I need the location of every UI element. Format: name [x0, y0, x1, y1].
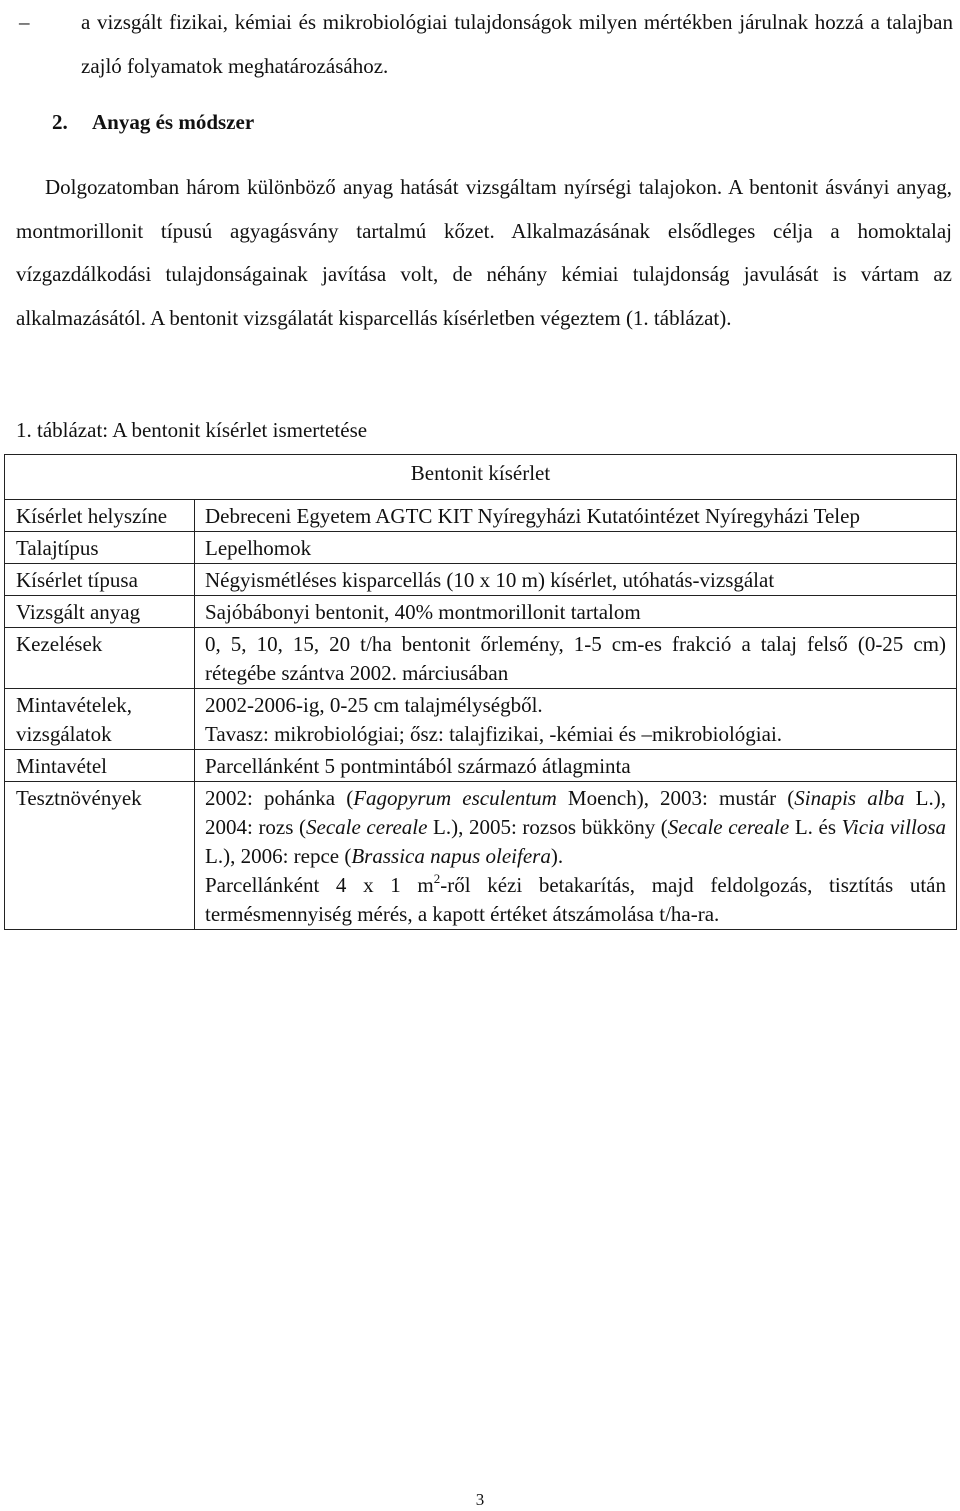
row-value-line: Tavasz: mikrobiológiai; ősz: talajfizikai, -kémiai és –mikrobiológiai. — [205, 722, 783, 746]
row-label: Talajtípus — [5, 532, 195, 564]
table-header: Bentonit kísérlet — [5, 455, 957, 500]
row-value: Sajóbábonyi bentonit, 40% montmorillonit tartalom — [195, 596, 957, 628]
table-row — [5, 500, 957, 532]
row-label: Kísérlet típusa — [5, 564, 195, 596]
bullet-dash: – — [19, 10, 30, 34]
table-row — [5, 628, 957, 689]
text-run: 2002: pohánka ( — [205, 786, 354, 810]
row-value: Négyismétléses kisparcellás (10 x 10 m) kísérlet, utóhatás-vizsgálat — [195, 564, 957, 596]
row-label: Mintavételek, vizsgálatok — [5, 689, 195, 750]
table-row — [5, 532, 957, 564]
text-run: -ről kézi betakarítás, majd feldolgozás, tisztítás után termésmennyiség mérés, a kapott értéket átszámolása t/ha-ra. — [205, 873, 946, 926]
text-run: Parcellánként 4 x 1 m — [205, 873, 434, 897]
section-heading — [52, 102, 254, 142]
species-name: Sinapis alba — [794, 786, 905, 810]
table-row — [5, 564, 957, 596]
table-header-row — [5, 455, 957, 500]
section-number: 2. — [52, 110, 68, 134]
species-name: Secale cereale — [306, 815, 428, 839]
row-label: Tesztnövények — [5, 782, 195, 930]
row-value — [195, 689, 957, 750]
species-name: Fagopyrum esculentum — [353, 786, 557, 810]
bullet-text: a vizsgált fizikai, kémiai és mikrobiológiai tulajdonságok milyen mértékben járulnak hozzá a talajban zajló folyamatok meghatározásához. — [81, 10, 953, 78]
row-value — [195, 782, 957, 930]
table-row — [5, 689, 957, 750]
text-run: L.), 2006: repce ( — [205, 844, 352, 868]
table-row — [5, 782, 957, 930]
text-run: L.), 2004: rozs ( — [205, 786, 946, 839]
row-value: Debreceni Egyetem AGTC KIT Nyíregyházi Kutatóintézet Nyíregyházi Telep — [195, 500, 957, 532]
body-paragraph: Dolgozatomban három különböző anyag hatását vizsgáltam nyírségi talajokon. A bentonit ásványi anyag, montmorillonit típusú agyagásvány tartalmú kőzet. Alkalmazásának elsődleges célja a homoktalaj vízgazdálkodási tulajdonságainak javítása volt, de néhány kémiai tulajdonság javulását is vártam az alkalmazásától. A bentonit vizsgálatát kisparcellás kísérletben végeztem (1. táblázat). — [16, 175, 952, 330]
species-name: Secale cereale — [667, 815, 790, 839]
page-number: 3 — [475, 1490, 485, 1509]
row-label: Vizsgált anyag — [5, 596, 195, 628]
text-run: L. és — [789, 815, 842, 839]
table-row — [5, 596, 957, 628]
superscript: 2 — [433, 871, 441, 886]
row-value: Parcellánként 5 pontmintából származó átlagminta — [195, 750, 957, 782]
row-value-line: 2002-2006-ig, 0-25 cm talajmélységből. — [205, 693, 543, 717]
row-label: Kísérlet helyszíne — [5, 500, 195, 532]
row-label: Kezelések — [5, 628, 195, 689]
species-name: Brassica napus oleifera — [351, 844, 551, 868]
species-name: Vicia villosa — [841, 815, 946, 839]
row-label: Mintavétel — [5, 750, 195, 782]
row-value: Lepelhomok — [195, 532, 957, 564]
text-run: L.), 2005: rozsos bükköny ( — [427, 815, 668, 839]
experiment-table — [4, 454, 957, 930]
bullet-list-item — [19, 0, 953, 88]
text-run: ). — [550, 844, 564, 868]
row-value: 0, 5, 10, 15, 20 t/ha bentonit őrlemény, 1-5 cm-es frakció a talaj felső (0-25 cm) rétegébe szántva 2002. márciusában — [195, 628, 957, 689]
table-caption: 1. táblázat: A bentonit kísérlet ismertetése — [16, 418, 368, 442]
section-title: Anyag és módszer — [92, 110, 255, 134]
table-row — [5, 750, 957, 782]
text-run: Moench), 2003: mustár ( — [556, 786, 795, 810]
